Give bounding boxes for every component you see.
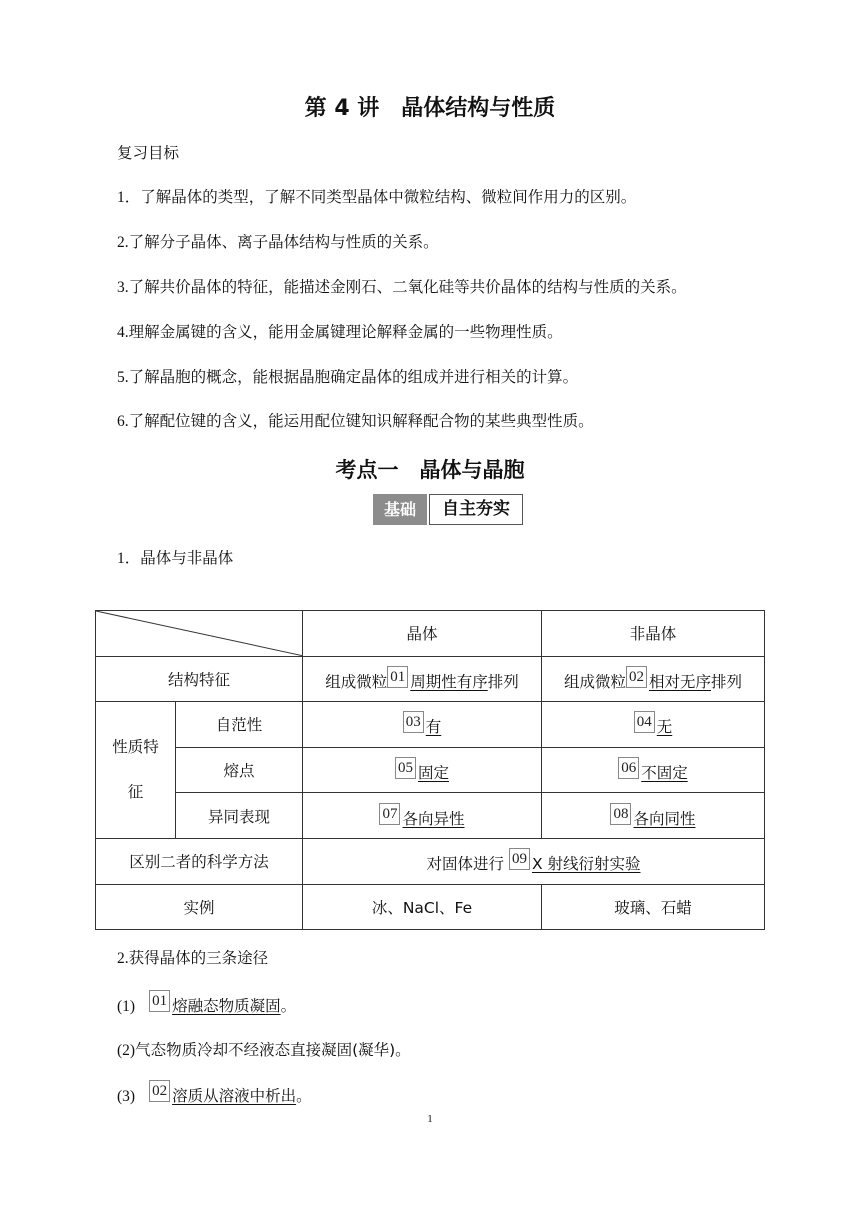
item-text: 理解金属键的含义，能用金属键理论解释金属的一些物理性质。 [128, 323, 563, 341]
item-number: 5. [117, 369, 129, 386]
subheading-number: 1． [117, 550, 141, 567]
cell-crystal-example: 冰、NaCl、Fe [303, 884, 542, 930]
item-number: 2. [117, 234, 129, 251]
page-number: 1 [427, 1113, 433, 1125]
row-label: 实例 [96, 884, 303, 930]
cell-crystal-structure [303, 656, 542, 702]
section-badge [373, 494, 523, 525]
cell-amorphous [542, 702, 765, 748]
answer-text: 不固定 [641, 764, 688, 783]
review-item [117, 409, 594, 431]
blank-number: 01 [387, 666, 408, 688]
row-label: 熔点 [176, 747, 303, 793]
answer-text: 相对无序 [648, 672, 711, 691]
way-item [117, 1080, 312, 1106]
badge-basic: 基础 [373, 494, 427, 525]
crystal-comparison-table [95, 610, 765, 930]
way-number: (1) [117, 998, 136, 1015]
cell-crystal [303, 702, 542, 748]
header-amorphous: 非晶体 [542, 611, 765, 657]
subheading [117, 546, 233, 568]
cell-text: 排列 [487, 672, 519, 691]
subheading-text: 晶体与非晶体 [140, 549, 234, 567]
blank-number: 09 [509, 848, 530, 870]
group-label-line: 征 [127, 783, 144, 802]
cell-amorphous [542, 747, 765, 793]
way-suffix: 。 [280, 997, 297, 1015]
answer-text: 溶质从溶液中析出 [172, 1087, 297, 1105]
way-number: (3) [117, 1088, 136, 1105]
subheading-text: 获得晶体的三条途径 [128, 949, 269, 967]
badge-self-study: 自主夯实 [429, 494, 523, 525]
answer-text: 各向同性 [633, 809, 696, 828]
table-row [96, 793, 765, 839]
table-row [96, 747, 765, 793]
review-item [117, 275, 687, 297]
way-suffix: 。 [296, 1087, 312, 1105]
way-text: 气态物质冷却不经液态直接凝固(凝华)。 [135, 1041, 411, 1059]
subheading-number: 2. [117, 950, 129, 967]
review-item [117, 365, 578, 387]
diagonal-line [96, 611, 302, 656]
cell-text: 组成微粒 [563, 672, 626, 691]
cell-method [303, 838, 765, 884]
item-text: 了解分子晶体、离子晶体结构与性质的关系。 [128, 233, 439, 251]
table-row [96, 702, 765, 748]
blank-number: 03 [403, 711, 424, 733]
cell-crystal [303, 793, 542, 839]
cell-text: 排列 [711, 672, 743, 691]
cell-amorphous-example: 玻璃、石蜡 [542, 884, 765, 930]
item-number: 1． [117, 189, 141, 206]
group-label-line: 性质特 [112, 738, 159, 757]
row-label: 异同表现 [176, 793, 303, 839]
way-number: (2) [117, 1042, 136, 1059]
answer-text: 有 [425, 718, 442, 737]
blank-number: 04 [634, 711, 655, 733]
diagonal-header-cell [96, 611, 303, 657]
section-title: 考点一 晶体与晶胞 [335, 458, 525, 482]
page-title: 第 4 讲 晶体结构与性质 [304, 96, 556, 121]
blank-number: 05 [395, 757, 416, 779]
cell-amorphous [542, 793, 765, 839]
review-item [117, 185, 636, 207]
answer-text: 熔融态物质凝固 [172, 997, 281, 1015]
item-number: 3. [117, 279, 129, 296]
blank-number: 08 [610, 803, 631, 825]
row-label: 自范性 [176, 702, 303, 748]
header-crystal: 晶体 [303, 611, 542, 657]
way-item [117, 990, 296, 1016]
subheading [117, 946, 268, 968]
way-item [117, 1038, 411, 1060]
item-text: 了解晶体的类型，了解不同类型晶体中微粒结构、微粒间作用力的区别。 [140, 188, 637, 206]
answer-text: X 射线衍射实验 [531, 855, 641, 874]
row-label: 区别二者的科学方法 [96, 838, 303, 884]
blank-number: 06 [618, 757, 639, 779]
blank-number: 07 [379, 803, 400, 825]
cell-text: 组成微粒 [325, 672, 388, 691]
cell-text: 对固体进行 [426, 855, 505, 874]
blank-number: 02 [626, 666, 647, 688]
group-label-property [96, 702, 176, 839]
answer-text: 固定 [417, 764, 449, 783]
blank-number: 01 [149, 990, 170, 1012]
row-label: 结构特征 [96, 656, 303, 702]
table-row [96, 884, 765, 930]
review-item [117, 320, 563, 342]
item-text: 了解共价晶体的特征，能描述金刚石、二氧化硅等共价晶体的结构与性质的关系。 [128, 278, 687, 296]
table-row [96, 656, 765, 702]
item-number: 4. [117, 324, 129, 341]
table-row [96, 838, 765, 884]
answer-text: 各向异性 [402, 809, 465, 828]
cell-crystal [303, 747, 542, 793]
answer-text: 无 [656, 718, 673, 737]
blank-number: 02 [149, 1080, 170, 1102]
review-item [117, 230, 439, 252]
item-number: 6. [117, 413, 129, 430]
item-text: 了解晶胞的概念，能根据晶胞确定晶体的组成并进行相关的计算。 [128, 368, 579, 386]
item-text: 了解配位键的含义，能运用配位键知识解释配合物的某些典型性质。 [128, 412, 594, 430]
cell-amorphous-structure [542, 656, 765, 702]
table-header-row [96, 611, 765, 657]
review-heading: 复习目标 [117, 144, 180, 162]
answer-text: 周期性有序 [410, 672, 488, 691]
